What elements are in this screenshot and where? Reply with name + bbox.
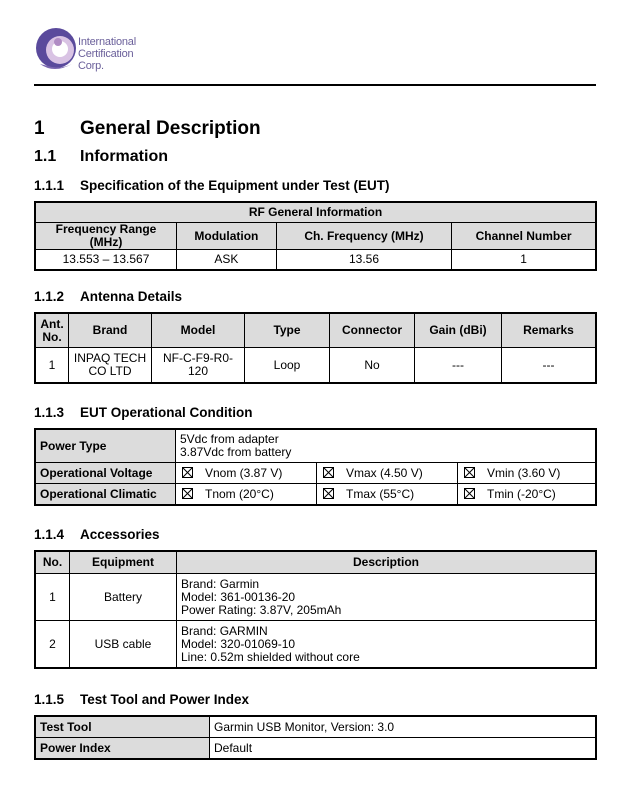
antenna-cell-gain: ---	[415, 348, 502, 384]
accessories-table	[34, 550, 597, 669]
section-heading-1-1-3	[34, 405, 253, 420]
section-number: 1.1.4	[34, 527, 65, 542]
section-title: Information	[80, 148, 168, 165]
company-name-line2: Certification	[78, 48, 134, 60]
accessory-equipment: USB cable	[70, 621, 177, 669]
table-row	[35, 621, 596, 669]
vnom-cell	[176, 463, 317, 484]
section-heading-1-1-1	[34, 178, 390, 193]
section-title: Test Tool and Power Index	[80, 692, 250, 707]
company-name	[78, 36, 136, 72]
table-row	[35, 716, 596, 738]
logo-swirl-icon	[34, 24, 82, 76]
table-row	[35, 574, 596, 621]
rf-header-ch-frequency: Ch. Frequency (MHz)	[276, 223, 451, 250]
rf-cell-frequency-range: 13.553 – 13.567	[35, 250, 177, 271]
antenna-cell-type: Loop	[245, 348, 330, 384]
checked-box-icon	[323, 488, 334, 499]
tnom-value: Tnom (20°C)	[205, 486, 274, 501]
company-name-line1: International	[78, 36, 136, 48]
power-index-value: Default	[210, 738, 597, 760]
section-title: Specification of the Equipment under Test (EUT)	[80, 178, 390, 193]
accessory-equipment: Battery	[70, 574, 177, 621]
accessory-description: Brand: GARMIN Model: 320-01069-10 Line: 0.52m shielded without core	[177, 621, 597, 669]
accessory-no: 2	[35, 621, 70, 669]
rf-info-table	[34, 201, 597, 271]
section-heading-1-1-5	[34, 692, 249, 707]
antenna-cell-connector: No	[330, 348, 415, 384]
tmax-cell	[317, 484, 458, 506]
section-heading-1	[34, 118, 261, 140]
section-heading-1-1-2	[34, 289, 182, 304]
antenna-cell-model: NF-C-F9-R0-120	[152, 348, 245, 384]
vmin-value: Vmin (3.60 V)	[487, 465, 561, 480]
section-number: 1.1.3	[34, 405, 65, 420]
section-number: 1.1	[34, 148, 57, 165]
section-number: 1.1.2	[34, 289, 65, 304]
table-row	[35, 484, 596, 506]
antenna-cell-brand: INPAQ TECH CO LTD	[69, 348, 152, 384]
section-title: Accessories	[80, 527, 160, 542]
antenna-header-brand: Brand	[69, 313, 152, 348]
operational-voltage-label: Operational Voltage	[35, 463, 176, 484]
vmin-cell	[458, 463, 597, 484]
table-row	[35, 429, 596, 463]
table-row	[35, 348, 596, 384]
accessory-description: Brand: Garmin Model: 361-00136-20 Power Rating: 3.87V, 205mAh	[177, 574, 597, 621]
antenna-cell-no: 1	[35, 348, 69, 384]
power-index-label: Power Index	[35, 738, 210, 760]
rf-cell-ch-frequency: 13.56	[276, 250, 451, 271]
checked-box-icon	[464, 467, 475, 478]
antenna-header-model: Model	[152, 313, 245, 348]
section-title: General Description	[80, 118, 261, 139]
section-title: Antenna Details	[80, 289, 183, 304]
vmax-cell	[317, 463, 458, 484]
test-tool-label: Test Tool	[35, 716, 210, 738]
antenna-header-gain: Gain (dBi)	[415, 313, 502, 348]
accessory-no: 1	[35, 574, 70, 621]
accessories-header-no: No.	[35, 551, 70, 574]
tmin-value: Tmin (-20°C)	[487, 486, 556, 501]
checked-box-icon	[464, 488, 475, 499]
vmax-value: Vmax (4.50 V)	[346, 465, 423, 480]
section-number: 1.1.1	[34, 178, 65, 193]
rf-caption: RF General Information	[35, 202, 596, 223]
table-row	[35, 738, 596, 760]
accessories-header-description: Description	[177, 551, 597, 574]
eut-condition-table	[34, 428, 597, 506]
company-name-line3: Corp.	[78, 60, 104, 72]
tnom-cell	[176, 484, 317, 506]
checked-box-icon	[323, 467, 334, 478]
section-heading-1-1	[34, 148, 168, 166]
operational-climatic-label: Operational Climatic	[35, 484, 176, 506]
section-number: 1	[34, 118, 45, 139]
tmin-cell	[458, 484, 597, 506]
checked-box-icon	[182, 488, 193, 499]
test-tool-table	[34, 715, 597, 760]
rf-header-frequency-range: Frequency Range (MHz)	[35, 223, 177, 250]
rf-header-channel-number: Channel Number	[452, 223, 596, 250]
checked-box-icon	[182, 467, 193, 478]
vnom-value: Vnom (3.87 V)	[205, 465, 283, 480]
test-tool-value: Garmin USB Monitor, Version: 3.0	[210, 716, 597, 738]
antenna-header-connector: Connector	[330, 313, 415, 348]
antenna-cell-remarks: ---	[502, 348, 597, 384]
header-divider	[34, 84, 596, 86]
rf-cell-modulation: ASK	[177, 250, 277, 271]
power-type-value: 5Vdc from adapter 3.87Vdc from battery	[176, 429, 597, 463]
section-heading-1-1-4	[34, 527, 160, 542]
antenna-table	[34, 312, 597, 384]
rf-header-modulation: Modulation	[177, 223, 277, 250]
table-row	[35, 463, 596, 484]
section-number: 1.1.5	[34, 692, 65, 707]
accessories-header-equipment: Equipment	[70, 551, 177, 574]
section-title: EUT Operational Condition	[80, 405, 253, 420]
antenna-header-type: Type	[245, 313, 330, 348]
power-type-label: Power Type	[35, 429, 176, 463]
antenna-header-no: Ant. No.	[35, 313, 69, 348]
table-row	[35, 250, 596, 271]
tmax-value: Tmax (55°C)	[346, 486, 415, 501]
antenna-header-remarks: Remarks	[502, 313, 597, 348]
rf-cell-channel-number: 1	[452, 250, 596, 271]
